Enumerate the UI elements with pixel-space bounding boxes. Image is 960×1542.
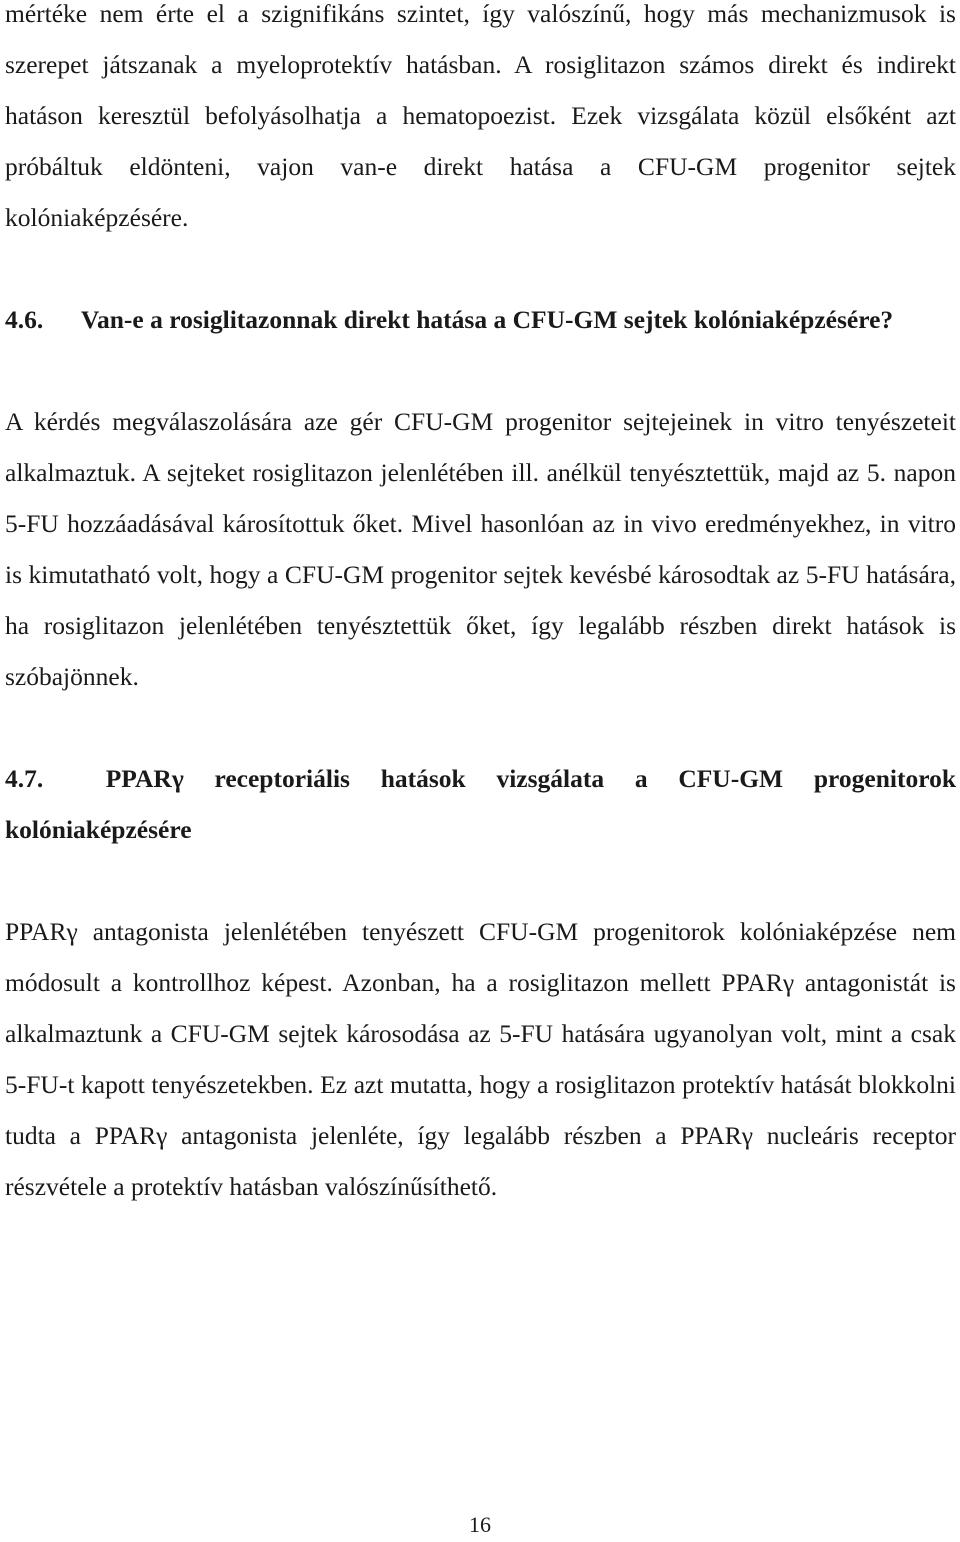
spacer: [5, 855, 956, 906]
intro-paragraph: mértéke nem érte el a szignifikáns szintet, így valószínű, hogy más mechanizmusok is szerepet játszanak a myeloprotektív hatásban. A rosiglitazon számos direkt és indirekt hatáson keresztül befolyásolhatja a hematopoezist. Ezek vizsgálata közül elsőként azt próbáltuk eldönteni, vajon van-e direkt hatása a CFU-GM progenitor sejtek kolóniaképzésére.: [5, 0, 956, 232]
spacer: [5, 345, 956, 396]
spacer: [5, 702, 956, 753]
section-4-6-paragraph: A kérdés megválaszolására aze gér CFU-GM progenitor sejtejeinek in vitro tenyészeteit alkalmaztuk. A sejteket rosiglitazon jelenlétében ill. anélkül tenyésztettük, majd az 5. napon 5-FU hozzáadásával károsítottuk őket. Mivel hasonlóan az in vivo eredményekhez, in vitro is kimutatható volt, hogy a CFU-GM progenitor sejtek kevésbé károsodtak az 5-FU hatására, ha rosiglitazon jelenlétében tenyésztettük őket, így legalább részben direkt hatások is szóbajönnek.: [5, 407, 956, 691]
section-4-7-paragraph: PPARγ antagonista jelenlétében tenyészett CFU-GM progenitorok kolóniaképzése nem módosult a kontrollhoz képest. Azonban, ha a rosiglitazon mellett PPARγ antagonistát is alkalmaztunk a CFU-GM sejtek károsodása az 5-FU hatására ugyanolyan volt, mint a csak 5-FU-t kapott tenyészetekben. Ez azt mutatta, hogy a rosiglitazon protektív hatását blokkolni tudta a PPARγ antagonista jelenléte, így legalább részben a PPARγ nucleáris receptor részvétele a protektív hatásban valószínűsíthető.: [5, 917, 956, 1201]
section-4-7-title: PPARγ receptoriális hatások vizsgálata a CFU-GM progenitorok kolóniaképzésére: [5, 764, 957, 844]
page-number: 16: [469, 1512, 491, 1537]
section-4-6-title: Van-e a rosiglitazonnak direkt hatása a CFU-GM sejtek kolóniaképzésére?: [80, 305, 894, 334]
section-4-6-heading: [5, 294, 956, 345]
section-4-7-number: 4.7.: [5, 764, 44, 793]
document-page: [5, 0, 956, 1212]
section-4-6-number: 4.6.: [5, 305, 44, 334]
section-4-7-heading: [5, 753, 956, 855]
spacer: [5, 243, 956, 294]
